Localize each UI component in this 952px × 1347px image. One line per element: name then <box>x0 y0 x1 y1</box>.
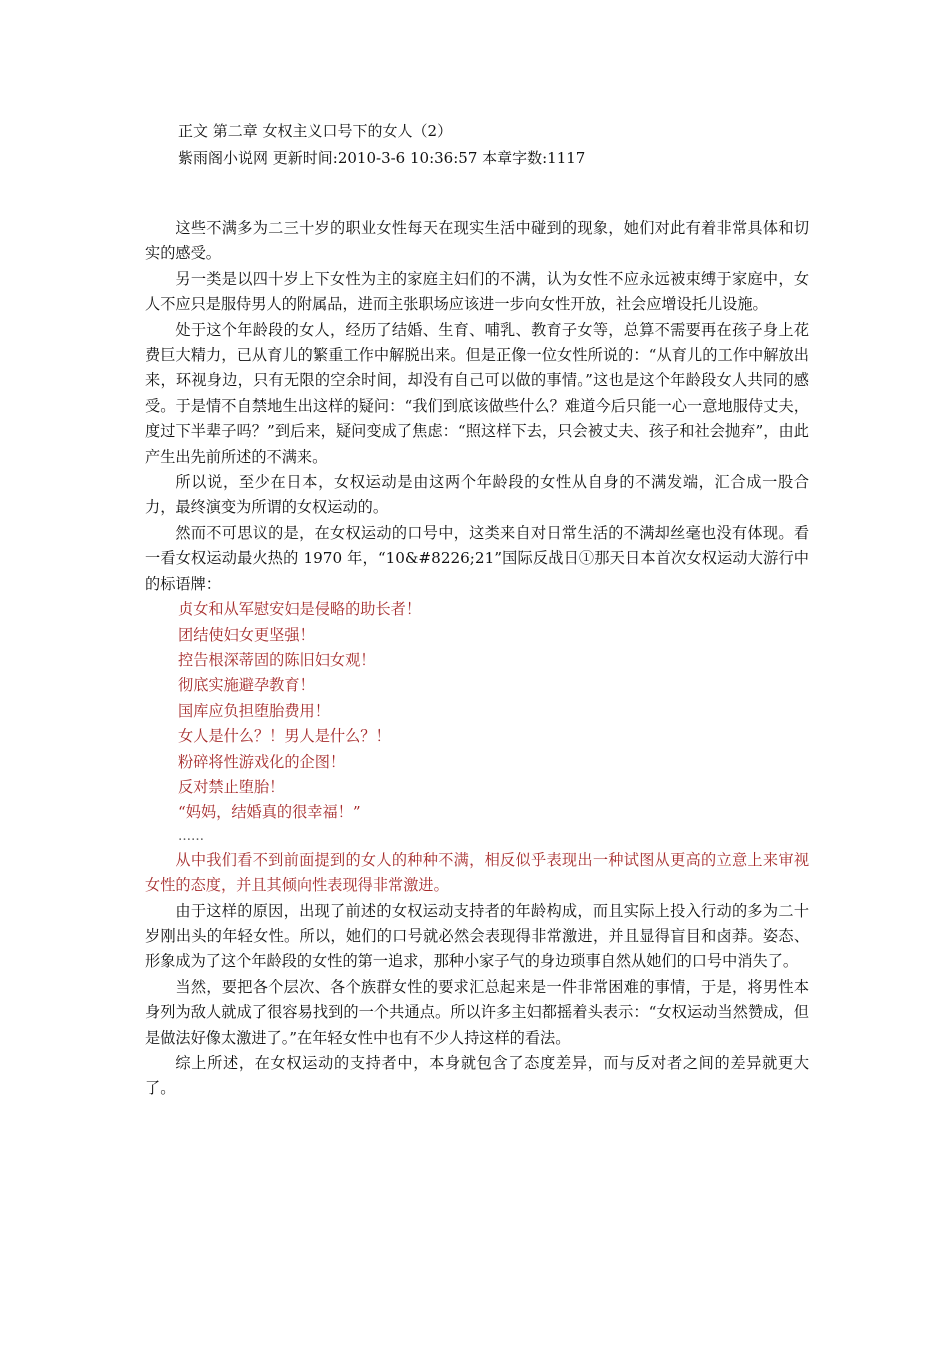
slogan-item: 控告根深蒂固的陈旧妇女观！ <box>178 650 376 669</box>
paragraph: 然而不可思议的是，在女权运动的口号中，这类来自对日常生活的不满却丝毫也没有体现。看一看女权运动最火热的 1970 年，“10&#8226;21”国际反战日①那天日本首次女权运动大游行中的标语牌： <box>145 523 809 593</box>
paragraph: 当然，要把各个层次、各个族群女性的要求汇总起来是一件非常困难的事情，于是，将男性本身列为敌人就成了很容易找到的一个共通点。所以许多主妇都摇着头表示：“女权运动当然赞成，但是做法好像太激进了。”在年轻女性中也有不少人持这样的看法。 <box>145 977 809 1047</box>
slogan-item: “妈妈，结婚真的很幸福！” <box>178 803 361 822</box>
chapter-title: 正文 第二章 女权主义口号下的女人（2） <box>178 122 453 140</box>
paragraph: 所以说，至少在日本，女权运动是由这两个年龄段的女性从自身的不满发端，汇合成一股合力，最终演变为所谓的女权运动的。 <box>145 473 809 517</box>
slogan-item: 女人是什么？！男人是什么？！ <box>178 727 391 746</box>
slogan-item: 彻底实施避孕教育！ <box>178 676 315 695</box>
highlight-paragraph: 从中我们看不到前面提到的女人的种种不满，相反似乎表现出一种试图从更高的立意上来审视女性的态度，并且其倾向性表现得非常激进。 <box>145 850 809 895</box>
paragraph: 综上所述，在女权运动的支持者中，本身就包含了态度差异，而与反对者之间的差异就更大了。 <box>145 1054 809 1098</box>
chapter-body <box>145 216 809 1102</box>
paragraph: 另一类是以四十岁上下女性为主的家庭主妇们的不满，认为女性不应永远被束缚于家庭中，女人不应只是服侍男人的附属品，进而主张职场应该进一步向女性开放，社会应增设托儿设施。 <box>145 269 809 314</box>
chapter-meta: 紫雨阁小说网 更新时间:2010-3-6 10:36:57 本章字数:1117 <box>178 149 586 167</box>
slogan-item: 反对禁止堕胎！ <box>178 777 285 796</box>
paragraph: 处于这个年龄段的女人，经历了结婚、生育、哺乳、教育子女等，总算不需要再在孩子身上花费巨大精力，已从育儿的繁重工作中解脱出来。但是正像一位女性所说的：“从育儿的工作中解放出来，环视身边，只有无限的空余时间，却没有自己可以做的事情。”这也是这个年龄段女人共同的感受。于是情不自禁地生出这样的疑问：“我们到底该做些什么？难道今后只能一心一意地服侍丈夫，度过下半辈子吗？”到后来，疑问变成了焦虑：“照这样下去，只会被丈夫、孩子和社会抛弃”，由此产生出先前所述的不满来。 <box>145 320 809 466</box>
paragraph: 这些不满多为二三十岁的职业女性每天在现实生活中碰到的现象，她们对此有着非常具体和切实的感受。 <box>145 219 809 263</box>
slogan-item: 团结使妇女更坚强！ <box>178 625 315 644</box>
slogan-item: 粉碎将性游戏化的企图！ <box>178 752 346 771</box>
slogan-item: 贞女和从军慰安妇是侵略的助长者！ <box>178 600 421 619</box>
slogan-item: 国库应负担堕胎费用！ <box>178 701 330 720</box>
paragraph: 由于这样的原因，出现了前述的女权运动支持者的年龄构成，而且实际上投入行动的多为二十岁刚出头的年轻女性。所以，她们的口号就必然会表现得非常激进，并且显得盲目和卤莽。姿态、形象成为了这个年龄段的女性的第一追求，那种小家子气的身边琐事自然从她们的口号中消失了。 <box>145 901 809 971</box>
chapter-header <box>178 118 585 172</box>
slogan-list <box>145 597 809 826</box>
ellipsis: …… <box>178 828 204 844</box>
